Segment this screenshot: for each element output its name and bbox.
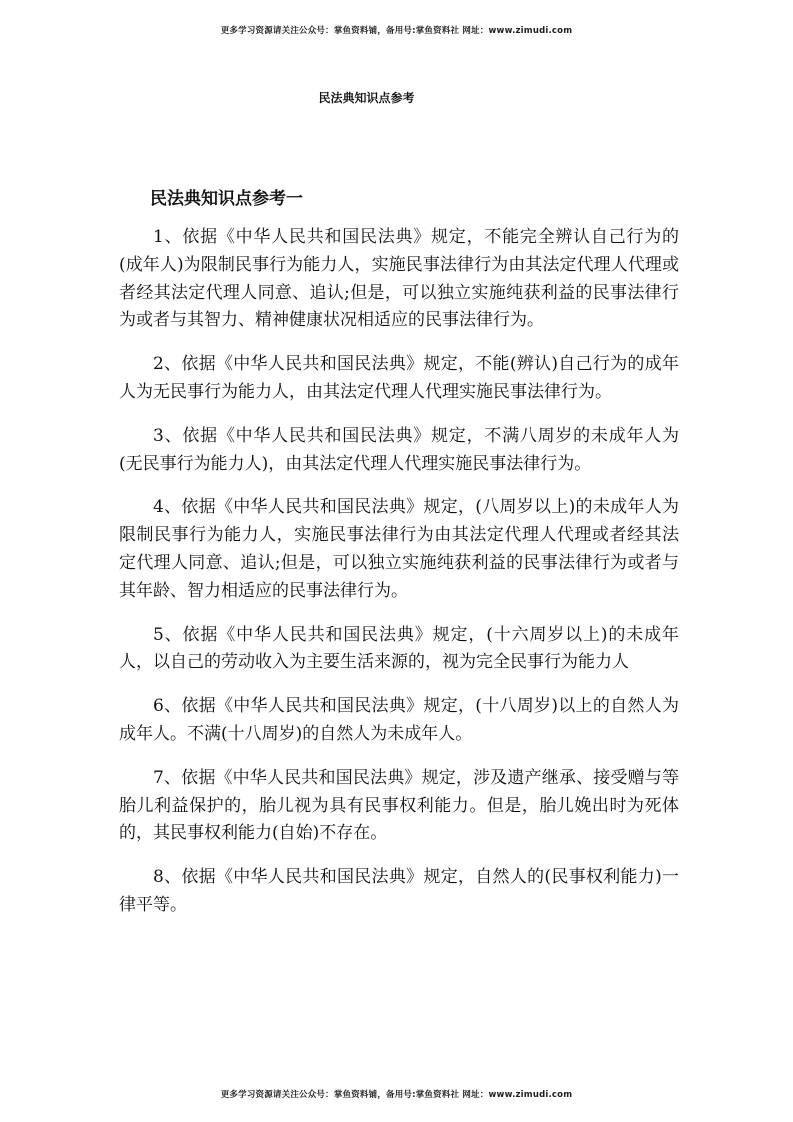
section-heading: 民法典知识点参考一: [150, 189, 303, 209]
paragraph-7: 7、依据《中华人民共和国民法典》规定，涉及遗产继承、接受赠与等胎儿利益保护的，胎儿视为具有民事权利能力。但是，胎儿娩出时为死体的，其民事权利能力(自始)不存在。: [119, 767, 679, 844]
paragraph-3: 3、依据《中华人民共和国民法典》规定，不满八周岁的未成年人为(无民事行为能力人)，由其法定代理人代理实施民事法律行为。: [119, 425, 679, 474]
document-body: [119, 224, 679, 936]
paragraph-6: 6、依据《中华人民共和国民法典》规定，(十八周岁)以上的自然人为成年人。不满(十八周岁)的自然人为未成年人。: [119, 696, 679, 744]
paragraph-1: 1、依据《中华人民共和国民法典》规定，不能完全辨认自己行为的(成年人)为限制民事行为能力人，实施民事法律行为由其法定代理人代理或者经其法定代理人同意、追认;但是，可以独立实施纯获利益的民事法律行为或者与其智力、精神健康状况相适应的民事法律行为。: [119, 227, 679, 331]
paragraph-4: 4、依据《中华人民共和国民法典》规定，(八周岁以上)的未成年人为限制民事行为能力人，实施民事法律行为由其法定代理人代理或者经其法定代理人同意、追认;但是，可以独立实施纯获利益的民事法律行为或者与其年龄、智力相适应的民事法律行为。: [119, 497, 679, 601]
paragraph-5: 5、依据《中华人民共和国民法典》规定，(十六周岁以上)的未成年人，以自己的劳动收入为主要生活来源的，视为完全民事行为能力人: [119, 624, 679, 673]
page-header: 更多学习资源请关注公众号：掌鱼资料铺，备用号:掌鱼资料社 网址：www.zimudi.com: [220, 26, 573, 36]
paragraph-2: 2、依据《中华人民共和国民法典》规定，不能(辨认)自己行为的成年人为无民事行为能力人，由其法定代理人代理实施民事法律行为。: [119, 354, 679, 402]
document-title: 民法典知识点参考: [318, 91, 415, 105]
page-footer: 更多学习资源请关注公众号：掌鱼资料铺，备用号:掌鱼资料社 网址：www.zimudi.com: [220, 1090, 573, 1100]
paragraph-8: 8、依据《中华人民共和国民法典》规定，自然人的(民事权利能力)一律平等。: [119, 867, 679, 915]
